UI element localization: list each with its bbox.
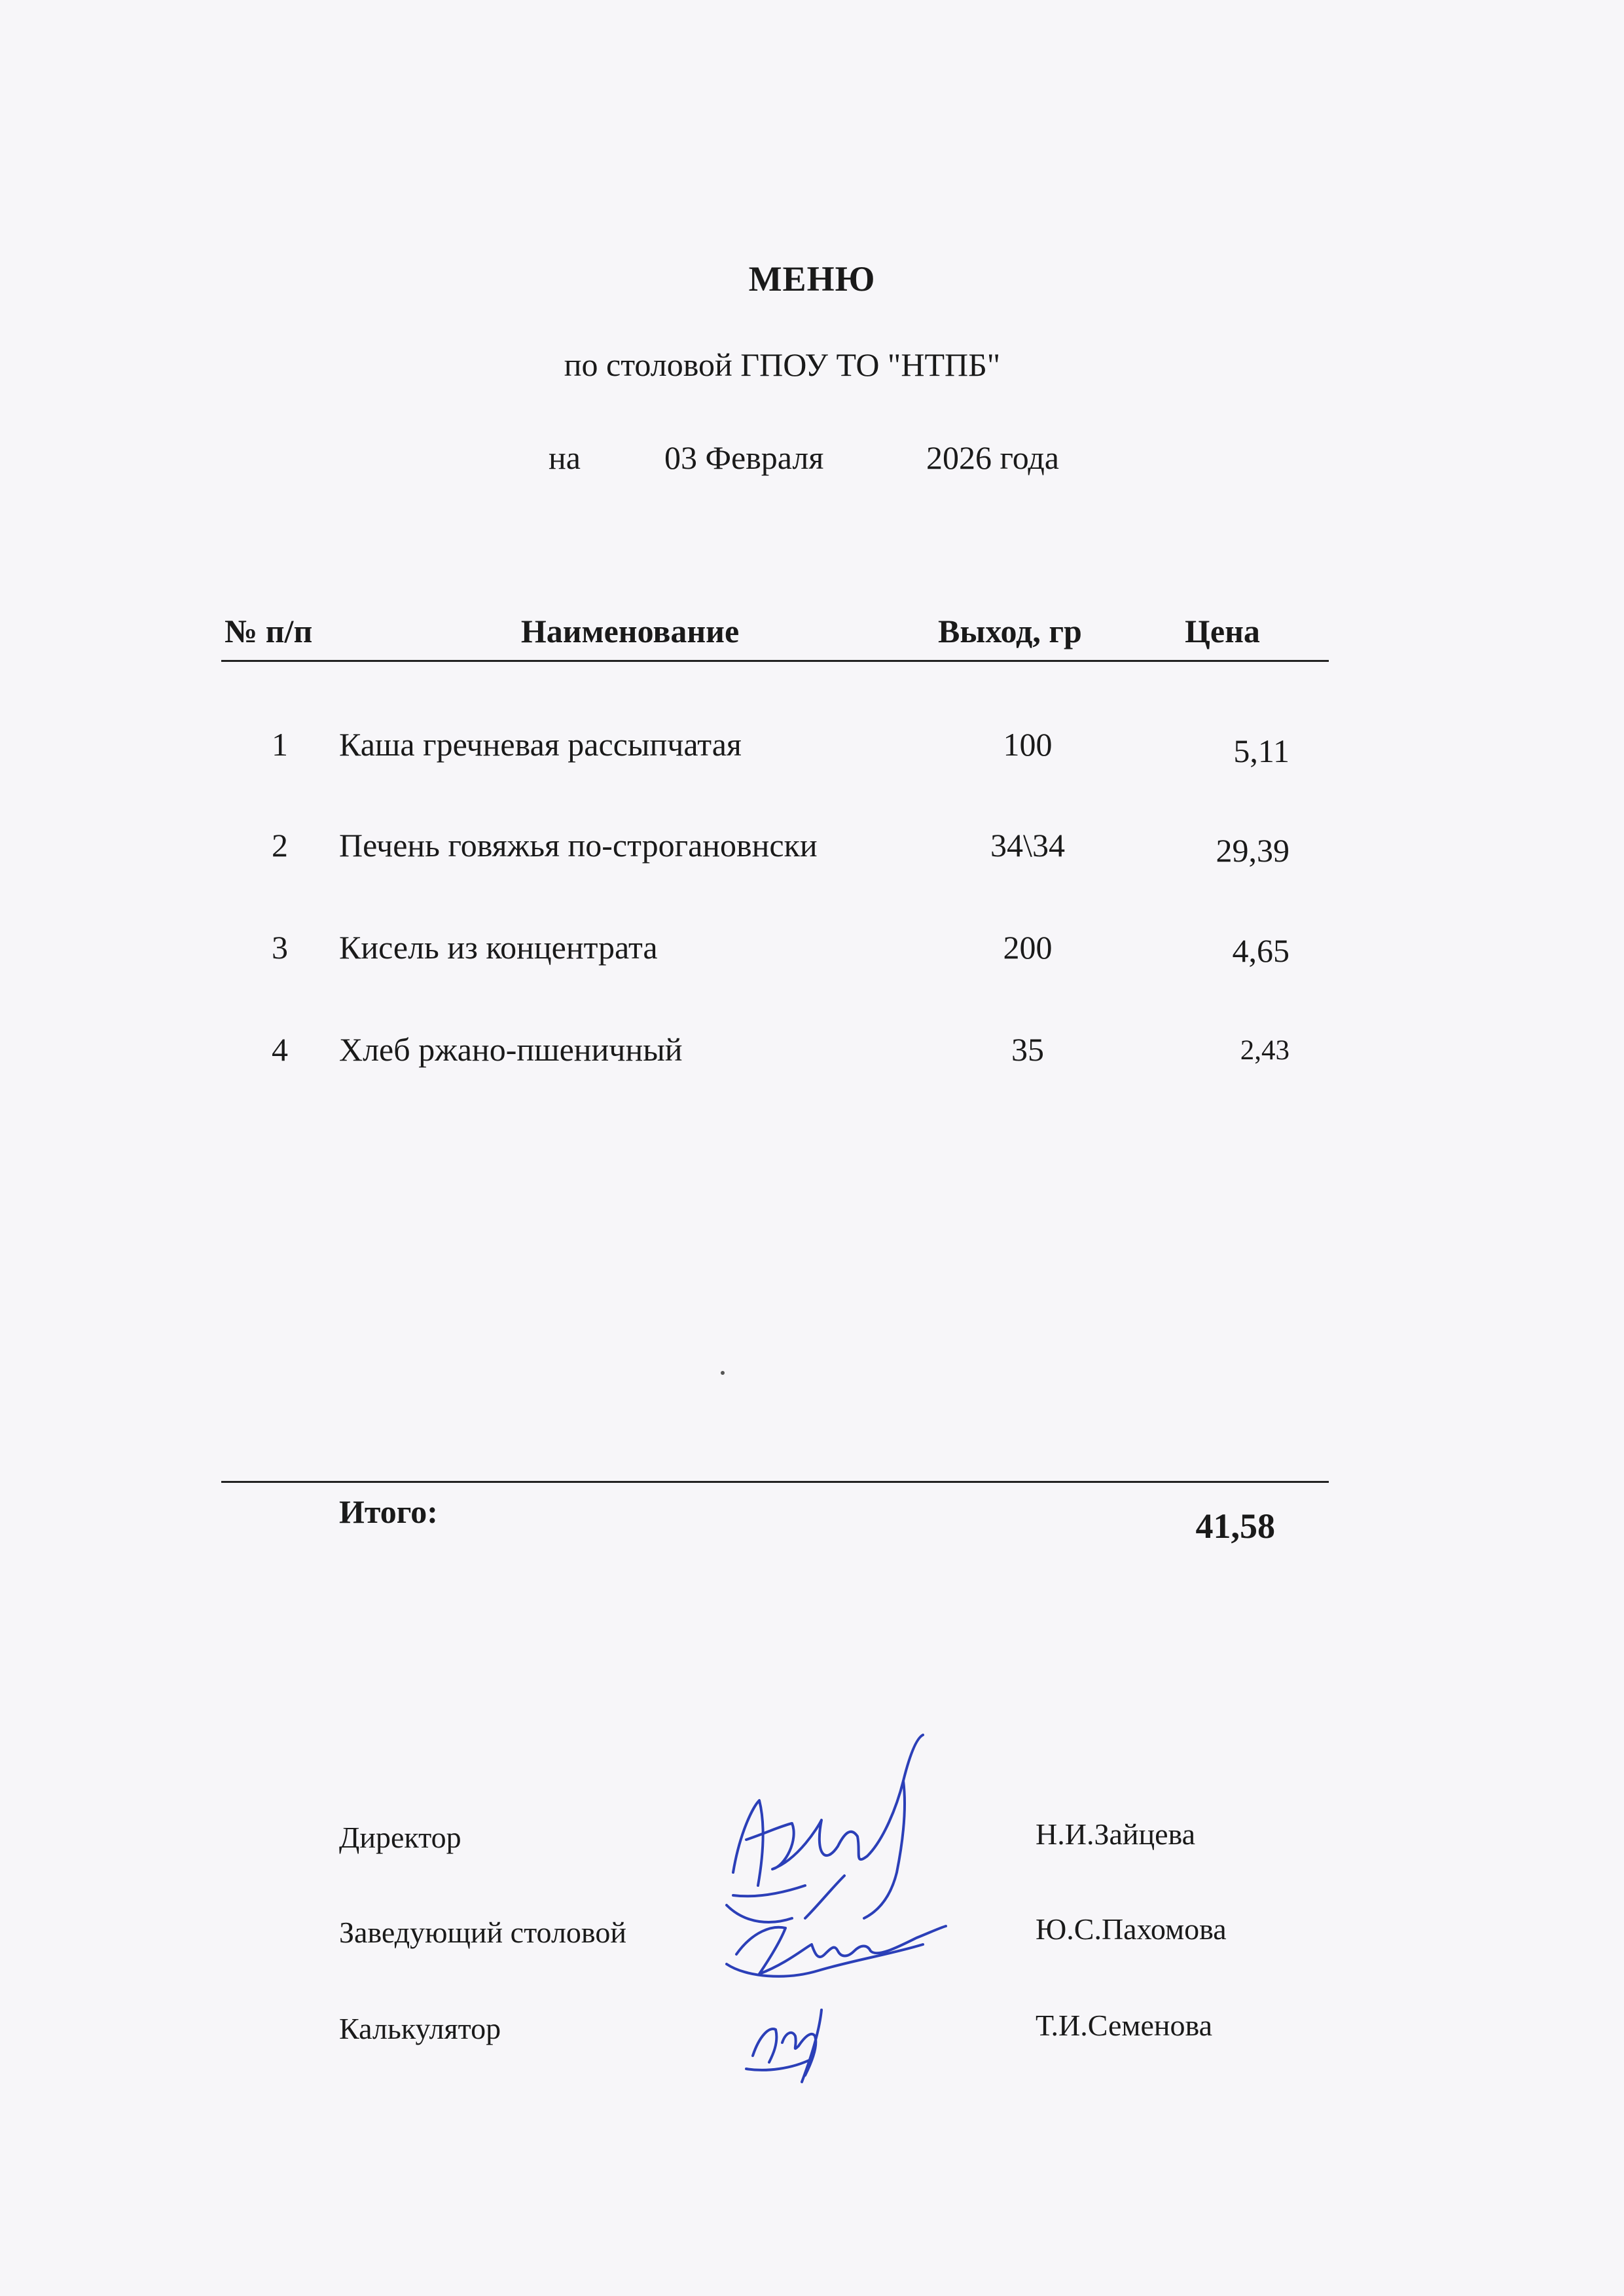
date-year: 2026 года [926, 439, 1059, 476]
row-number: 3 [272, 929, 288, 966]
row-output: 34\34 [990, 827, 1065, 864]
row-number: 2 [272, 827, 288, 864]
row-name: Кисель из концентрата [339, 929, 658, 966]
total-label: Итого: [339, 1493, 438, 1530]
row-name: Печень говяжья по-строгановнски [339, 827, 818, 864]
signer-name-canteen-head: Ю.С.Пахомова [1036, 1912, 1227, 1946]
row-name: Хлеб ржано-пшеничный [339, 1031, 683, 1068]
table-row [0, 826, 1624, 872]
signer-role-director: Директор [339, 1821, 461, 1854]
total-value: 41,58 [1195, 1506, 1275, 1546]
row-output: 200 [1003, 929, 1053, 966]
row-price: 5,11 [1233, 733, 1290, 769]
signer-name-director: Н.И.Зайцева [1036, 1817, 1196, 1851]
document-title: МЕНЮ [748, 259, 876, 299]
director-signature [727, 1735, 923, 1922]
header-divider [221, 660, 1329, 662]
row-price: 2,43 [1240, 1035, 1290, 1066]
row-output: 35 [1011, 1031, 1044, 1068]
handwritten-signatures [707, 1728, 969, 2095]
row-name: Каша гречневая рассыпчатая [339, 726, 742, 763]
calculator-signature [746, 2010, 821, 2082]
signer-role-canteen-head: Заведующий столовой [339, 1916, 626, 1949]
date-prefix: на [549, 439, 581, 476]
canteen-head-signature [727, 1876, 946, 1977]
row-output: 100 [1003, 726, 1053, 763]
stray-mark [721, 1371, 725, 1375]
document-subtitle: по столовой ГПОУ ТО "НТПБ" [564, 346, 1001, 383]
row-price: 29,39 [1216, 832, 1290, 869]
signer-name-calculator: Т.И.Семенова [1036, 2009, 1213, 2042]
column-header-number: № п/п [225, 613, 313, 649]
row-price: 4,65 [1232, 932, 1290, 969]
table-row [0, 725, 1624, 771]
row-number: 1 [272, 726, 288, 763]
table-row [0, 1030, 1624, 1076]
column-header-price: Цена [1185, 613, 1260, 649]
column-header-output: Выход, гр [938, 613, 1082, 649]
total-divider [221, 1481, 1329, 1483]
signer-role-calculator: Калькулятор [339, 2012, 501, 2045]
row-number: 4 [272, 1031, 288, 1068]
column-header-name: Наименование [520, 613, 740, 649]
date-day-month: 03 Февраля [664, 439, 824, 476]
table-row [0, 928, 1624, 974]
